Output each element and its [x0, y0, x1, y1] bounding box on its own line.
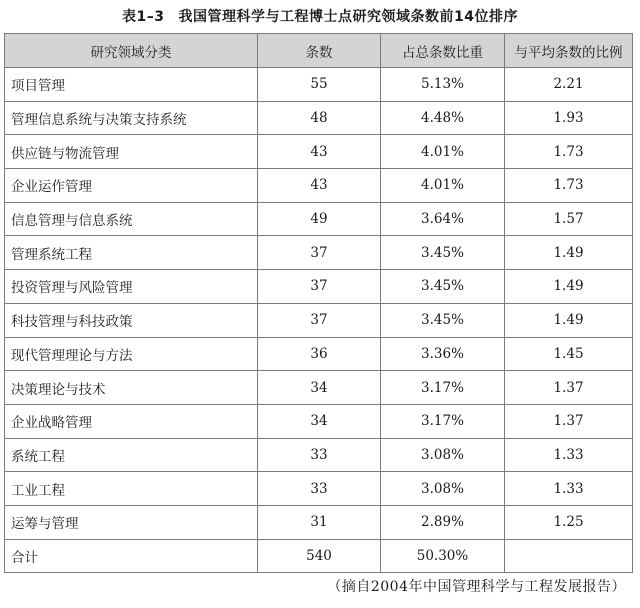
cell-share: 3.17% [381, 404, 505, 438]
cell-share: 4.01% [381, 169, 505, 203]
table-row [5, 135, 633, 169]
cell-field: 信息管理与信息系统 [5, 202, 258, 236]
table-row [5, 68, 633, 102]
cell-field: 管理系统工程 [5, 236, 258, 270]
table-title [0, 6, 640, 26]
cell-ratio: 1.37 [505, 371, 633, 405]
cell-field: 决策理论与技术 [5, 371, 258, 405]
cell-count: 33 [258, 472, 381, 506]
cell-share: 2.89% [381, 505, 505, 539]
cell-count: 37 [258, 236, 381, 270]
cell-ratio: 1.49 [505, 303, 633, 337]
cell-ratio: 1.25 [505, 505, 633, 539]
cell-ratio: 1.37 [505, 404, 633, 438]
cell-ratio: 2.21 [505, 68, 633, 102]
table-row [5, 236, 633, 270]
header-row [5, 34, 633, 68]
cell-ratio: 1.93 [505, 101, 633, 135]
table-row [5, 438, 633, 472]
total-ratio [505, 539, 633, 573]
table-row [5, 371, 633, 405]
cell-field: 项目管理 [5, 68, 258, 102]
cell-ratio: 1.73 [505, 169, 633, 203]
cell-share: 4.48% [381, 101, 505, 135]
table-title-text: 我国管理科学与工程博士点研究领域条数前14位排序 [178, 9, 518, 25]
table-row [5, 337, 633, 371]
cell-count: 31 [258, 505, 381, 539]
total-row [5, 539, 633, 573]
cell-share: 3.45% [381, 270, 505, 304]
cell-share: 3.45% [381, 303, 505, 337]
source-note: （摘自2004年中国管理科学与工程发展报告） [327, 579, 626, 595]
cell-field: 现代管理理论与方法 [5, 337, 258, 371]
header-field: 研究领域分类 [5, 34, 258, 68]
table-row [5, 202, 633, 236]
cell-field: 科技管理与科技政策 [5, 303, 258, 337]
cell-field: 企业运作管理 [5, 169, 258, 203]
cell-ratio: 1.73 [505, 135, 633, 169]
cell-count: 33 [258, 438, 381, 472]
cell-field: 企业战略管理 [5, 404, 258, 438]
cell-share: 3.08% [381, 438, 505, 472]
cell-share: 5.13% [381, 68, 505, 102]
cell-count: 55 [258, 68, 381, 102]
cell-share: 3.45% [381, 236, 505, 270]
cell-count: 37 [258, 270, 381, 304]
total-label: 合计 [5, 539, 258, 573]
cell-ratio: 1.49 [505, 270, 633, 304]
cell-field: 投资管理与风险管理 [5, 270, 258, 304]
cell-share: 3.64% [381, 202, 505, 236]
total-count: 540 [258, 539, 381, 573]
cell-share: 3.17% [381, 371, 505, 405]
cell-field: 运筹与管理 [5, 505, 258, 539]
ranking-table [4, 33, 633, 573]
cell-count: 43 [258, 135, 381, 169]
cell-ratio: 1.45 [505, 337, 633, 371]
cell-share: 3.08% [381, 472, 505, 506]
cell-field: 工业工程 [5, 472, 258, 506]
cell-field: 供应链与物流管理 [5, 135, 258, 169]
cell-count: 49 [258, 202, 381, 236]
cell-field: 管理信息系统与决策支持系统 [5, 101, 258, 135]
cell-count: 36 [258, 337, 381, 371]
table-row [5, 270, 633, 304]
table-row [5, 472, 633, 506]
cell-count: 48 [258, 101, 381, 135]
cell-ratio: 1.57 [505, 202, 633, 236]
cell-field: 系统工程 [5, 438, 258, 472]
header-ratio: 与平均条数的比例 [505, 34, 633, 68]
header-share: 占总条数比重 [381, 34, 505, 68]
cell-count: 34 [258, 404, 381, 438]
table-number: 表1–3 [122, 9, 165, 25]
header-count: 条数 [258, 34, 381, 68]
cell-ratio: 1.33 [505, 438, 633, 472]
table-row [5, 505, 633, 539]
cell-share: 4.01% [381, 135, 505, 169]
table-row [5, 303, 633, 337]
table-row [5, 101, 633, 135]
cell-ratio: 1.33 [505, 472, 633, 506]
cell-share: 3.36% [381, 337, 505, 371]
table-row [5, 404, 633, 438]
table-row [5, 169, 633, 203]
cell-count: 34 [258, 371, 381, 405]
cell-count: 43 [258, 169, 381, 203]
cell-count: 37 [258, 303, 381, 337]
total-share: 50.30% [381, 539, 505, 573]
cell-ratio: 1.49 [505, 236, 633, 270]
